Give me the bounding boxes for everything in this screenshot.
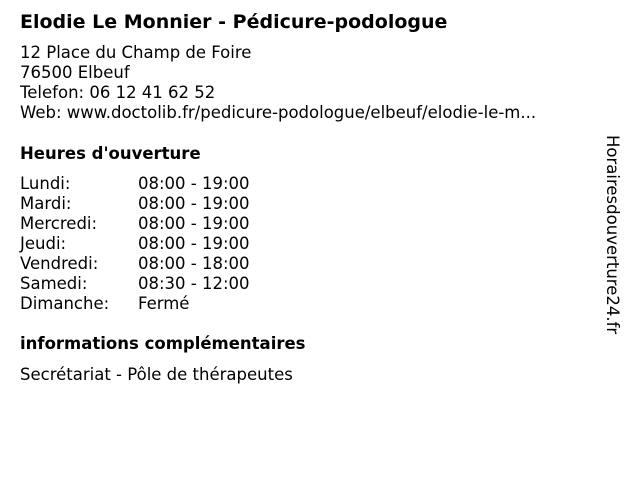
day-label: Mercredi:: [20, 214, 98, 233]
day-label: Vendredi:: [20, 254, 99, 273]
city: 76500 Elbeuf: [20, 63, 130, 82]
additional-info-text: Secrétariat - Pôle de thérapeutes: [20, 365, 293, 384]
watermark-text: Horairesdouverture24.fr: [603, 135, 622, 335]
day-label: Jeudi:: [20, 234, 67, 253]
hours-value: 08:00 - 19:00: [138, 194, 250, 213]
day-label: Samedi:: [20, 274, 88, 293]
hours-value: 08:00 - 19:00: [138, 214, 250, 233]
additional-info-heading: informations complémentaires: [20, 334, 306, 353]
website: Web: www.doctolib.fr/pedicure-podologue/elbeuf/elodie-le-m...: [20, 103, 537, 122]
address-block: [20, 43, 536, 123]
business-title: Elodie Le Monnier - Pédicure-podologue: [20, 11, 448, 33]
street-address: 12 Place du Champ de Foire: [20, 43, 252, 62]
hours-value: 08:00 - 19:00: [138, 234, 250, 253]
opening-hours-heading: Heures d'ouverture: [20, 144, 201, 163]
day-label: Lundi:: [20, 174, 71, 193]
hours-value: Fermé: [138, 294, 190, 313]
day-label: Mardi:: [20, 194, 72, 213]
hours-value: 08:30 - 12:00: [138, 274, 250, 293]
hours-value: 08:00 - 18:00: [138, 254, 250, 273]
phone: Telefon: 06 12 41 62 52: [20, 83, 216, 102]
hours-value: 08:00 - 19:00: [138, 174, 250, 193]
day-label: Dimanche:: [20, 294, 110, 313]
